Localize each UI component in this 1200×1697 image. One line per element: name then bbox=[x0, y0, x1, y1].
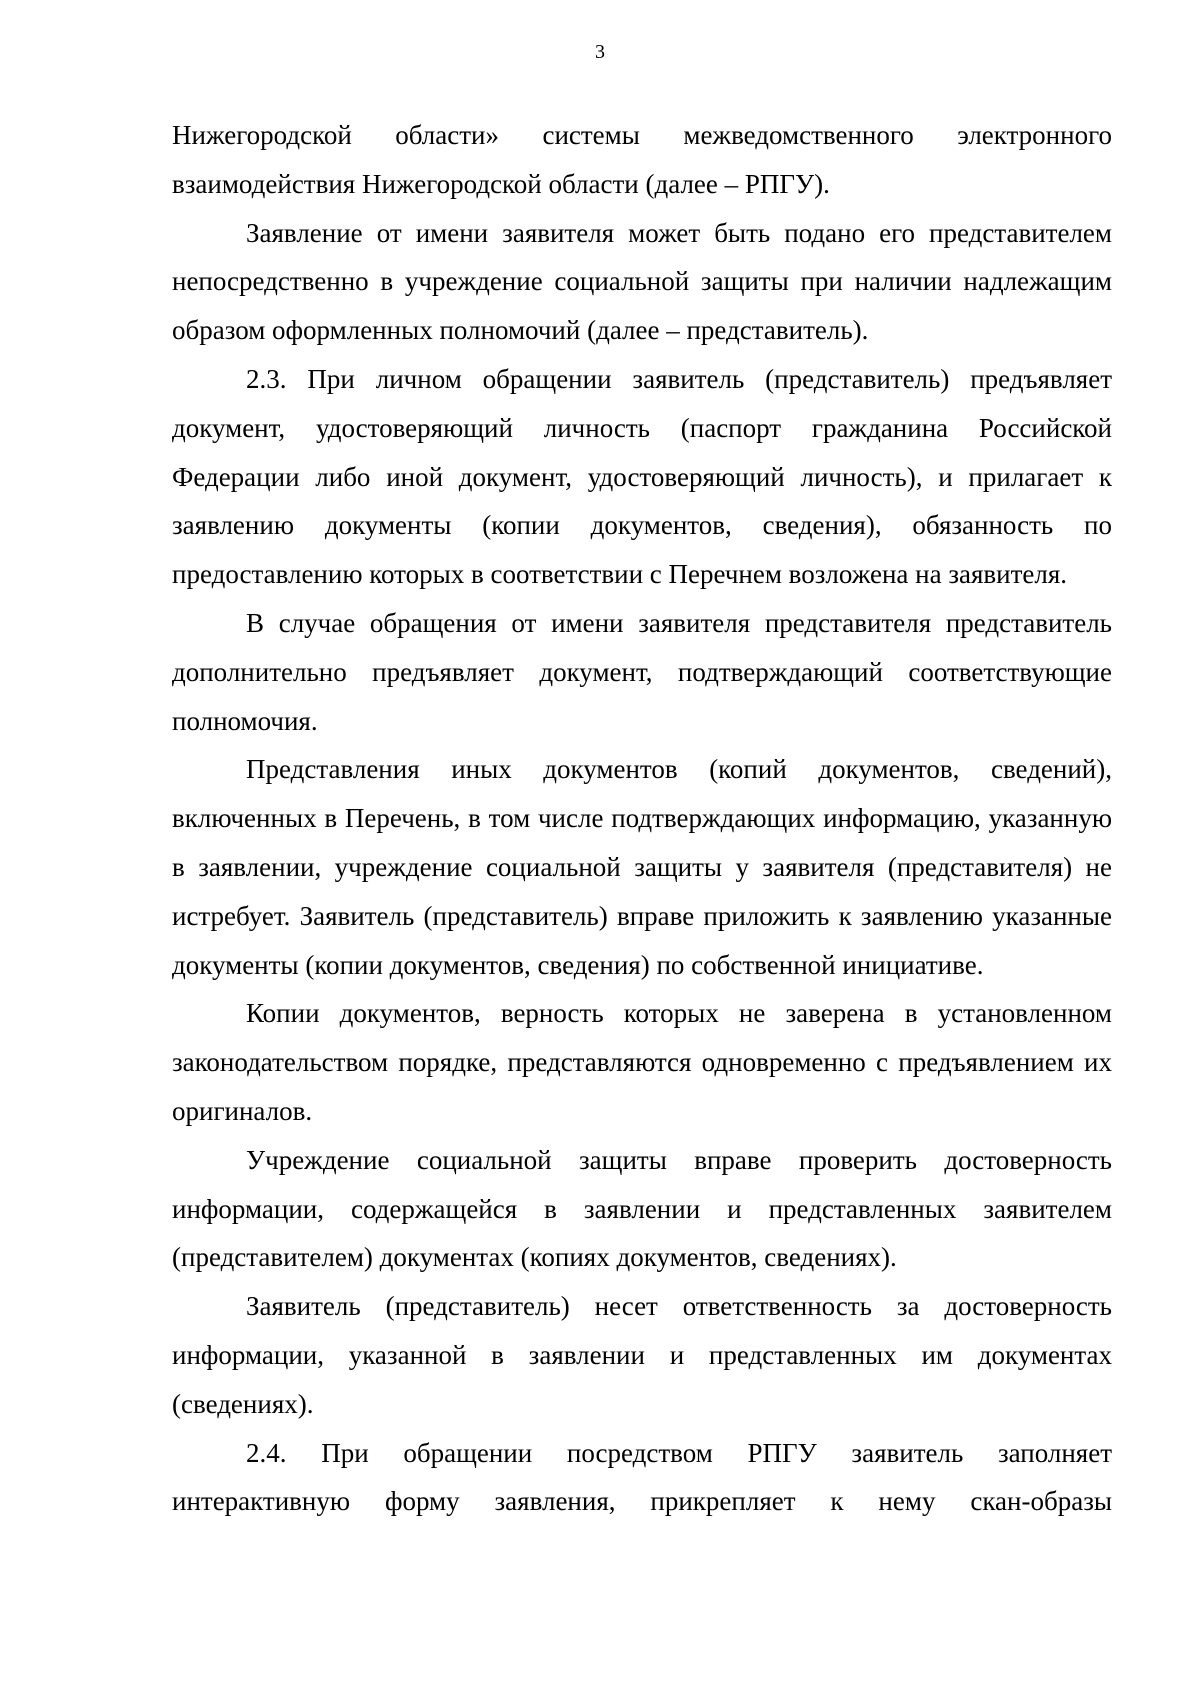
paragraph-document-copies: Копии документов, верность которых не заверена в установленном законодательством порядке, представляются одновременно с предъявлением их оригиналов. bbox=[172, 998, 1112, 1126]
paragraph-other-documents: Представления иных документов (копий документов, сведений), включенных в Перечень, в том числе подтверждающих информацию, указанную в заявлении, учреждение социальной защиты у заявителя (представителя) не истребует. Заявитель (представитель) вправе приложить к заявлению указанные документы (копии документов, сведения) по собственной инициативе. bbox=[172, 754, 1112, 980]
paragraph-verification: Учреждение социальной защиты вправе проверить достоверность информации, содержащейся в заявлении и представленных заявителем (представителем) документах (копиях документов, сведениях). bbox=[172, 1144, 1112, 1273]
page-number: 3 bbox=[595, 41, 605, 63]
paragraph-continuation: Нижегородской области» системы межведомственного электронного взаимодействия Нижегородской области (далее – РПГУ). bbox=[172, 120, 1112, 199]
paragraph-representative-authority: В случае обращения от имени заявителя представителя представитель дополнительно предъявляет документ, подтверждающий соответствующие полномочия. bbox=[172, 607, 1112, 736]
document-body bbox=[172, 111, 1112, 1526]
paragraph-section-2-4: 2.4. При обращении посредством РПГУ заявитель заполняет интерактивную форму заявления, прикрепляет к нему скан-образы bbox=[172, 1437, 1112, 1517]
paragraph-representative-application: Заявление от имени заявителя может быть подано его представителем непосредственно в учреждение социальной защиты при наличии надлежащим образом оформленных полномочий (далее – представитель). bbox=[172, 217, 1112, 346]
paragraph-responsibility: Заявитель (представитель) несет ответственность за достоверность информации, указанной в заявлении и представленных им документах (сведениях). bbox=[172, 1291, 1112, 1419]
paragraph-section-2-3: 2.3. При личном обращении заявитель (представитель) предъявляет документ, удостоверяющий личность (паспорт гражданина Российской Федерации либо иной документ, удостоверяющий личность), и прилагает к заявлению документы (копии документов, сведения), обязанность по предоставлению которых в соответствии с Перечнем возложена на заявителя. bbox=[172, 363, 1112, 590]
